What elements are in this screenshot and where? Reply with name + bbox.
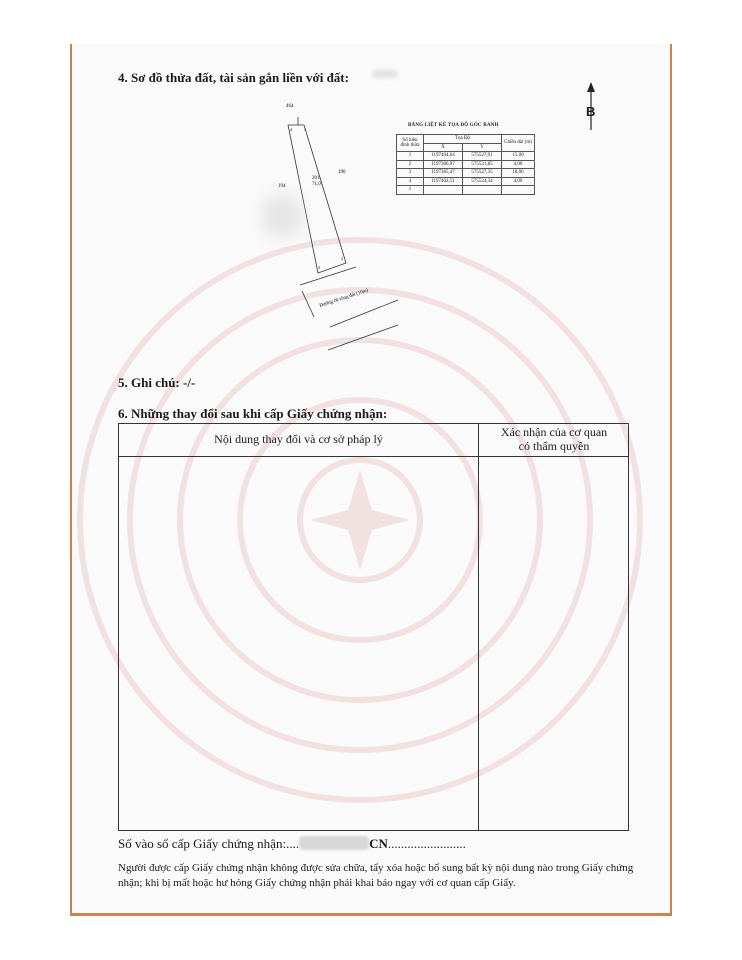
table-row: 1 bbox=[397, 186, 535, 195]
confirm-header-line2: có thẩm quyền bbox=[518, 439, 590, 453]
coord-table bbox=[396, 134, 535, 195]
section-6-title: 6. Những thay đổi sau khi cấp Giấy chứng nhận: bbox=[118, 406, 388, 421]
table-row: 3 1197385,47 575527,35 18,00 bbox=[397, 169, 535, 178]
column-divider bbox=[478, 424, 479, 830]
redaction-blur bbox=[372, 70, 398, 78]
registration-label: Số vào sổ cấp Giấy chứng nhận:.... bbox=[118, 836, 300, 851]
road-label: Đường bê tông đất (10m) bbox=[319, 288, 370, 309]
coord-table-title: BẢNG LIỆT KÊ TỌA ĐỘ GÓC RANH bbox=[408, 123, 499, 128]
parcel-sketch bbox=[180, 95, 430, 360]
parcel-label-top: 464 bbox=[286, 104, 294, 109]
changes-col-confirm-header bbox=[479, 425, 629, 453]
registration-prefix: CN bbox=[369, 836, 388, 851]
confirm-header-line1: Xác nhận của cơ quan bbox=[500, 425, 608, 439]
neighbor-right-label: 190 bbox=[338, 170, 346, 175]
table-row: 4 1197402,51 575524,34 4,00 bbox=[397, 177, 535, 186]
coord-header-point: Số hiệu đỉnh thửa bbox=[397, 135, 424, 152]
vertex-3: 3 bbox=[318, 265, 320, 270]
header-divider bbox=[119, 456, 628, 457]
registration-number bbox=[118, 836, 466, 852]
section-5-title: 5. Ghi chú: -/- bbox=[118, 375, 196, 390]
coord-header-length: Chiều dài (m) bbox=[502, 135, 535, 152]
coord-header-coord: Tọa Độ bbox=[424, 135, 502, 144]
changes-table bbox=[118, 423, 629, 831]
parcel-area: 71,0 bbox=[312, 182, 321, 187]
changes-col-content-header: Nội dung thay đổi và cơ sở pháp lý bbox=[214, 432, 383, 446]
vertex-2: 2 bbox=[341, 256, 343, 261]
vertex-4: 4 bbox=[290, 127, 292, 132]
coord-header-y: Y bbox=[463, 143, 502, 152]
table-row: 2 1197386,97 575531,85 4,00 bbox=[397, 160, 535, 169]
neighbor-left-label: 194 bbox=[278, 184, 286, 189]
footer-note: Người được cấp Giấy chứng nhận không được sửa chữa, tẩy xóa hoặc bổ sung bất kỳ nội dung nào trong Giấy chứng nhận; khi bị mất hoặc hư hỏng Giấy chứng nhận phải khai báo ngay với cơ quan cấp Giấy. bbox=[118, 862, 634, 889]
redaction-blur bbox=[299, 836, 369, 850]
redaction-blur bbox=[262, 196, 302, 236]
north-label: B bbox=[586, 104, 596, 119]
table-row: 1 1197404,64 575527,91 15,00 bbox=[397, 152, 535, 161]
section-4-title: 4. Sơ đồ thửa đất, tài sản gắn liền với đất: bbox=[118, 70, 349, 85]
parcel-number: 201 bbox=[312, 176, 320, 181]
registration-dots: ........................ bbox=[387, 836, 466, 851]
vertex-1: 1 bbox=[304, 127, 306, 132]
coord-header-x: X bbox=[424, 143, 463, 152]
